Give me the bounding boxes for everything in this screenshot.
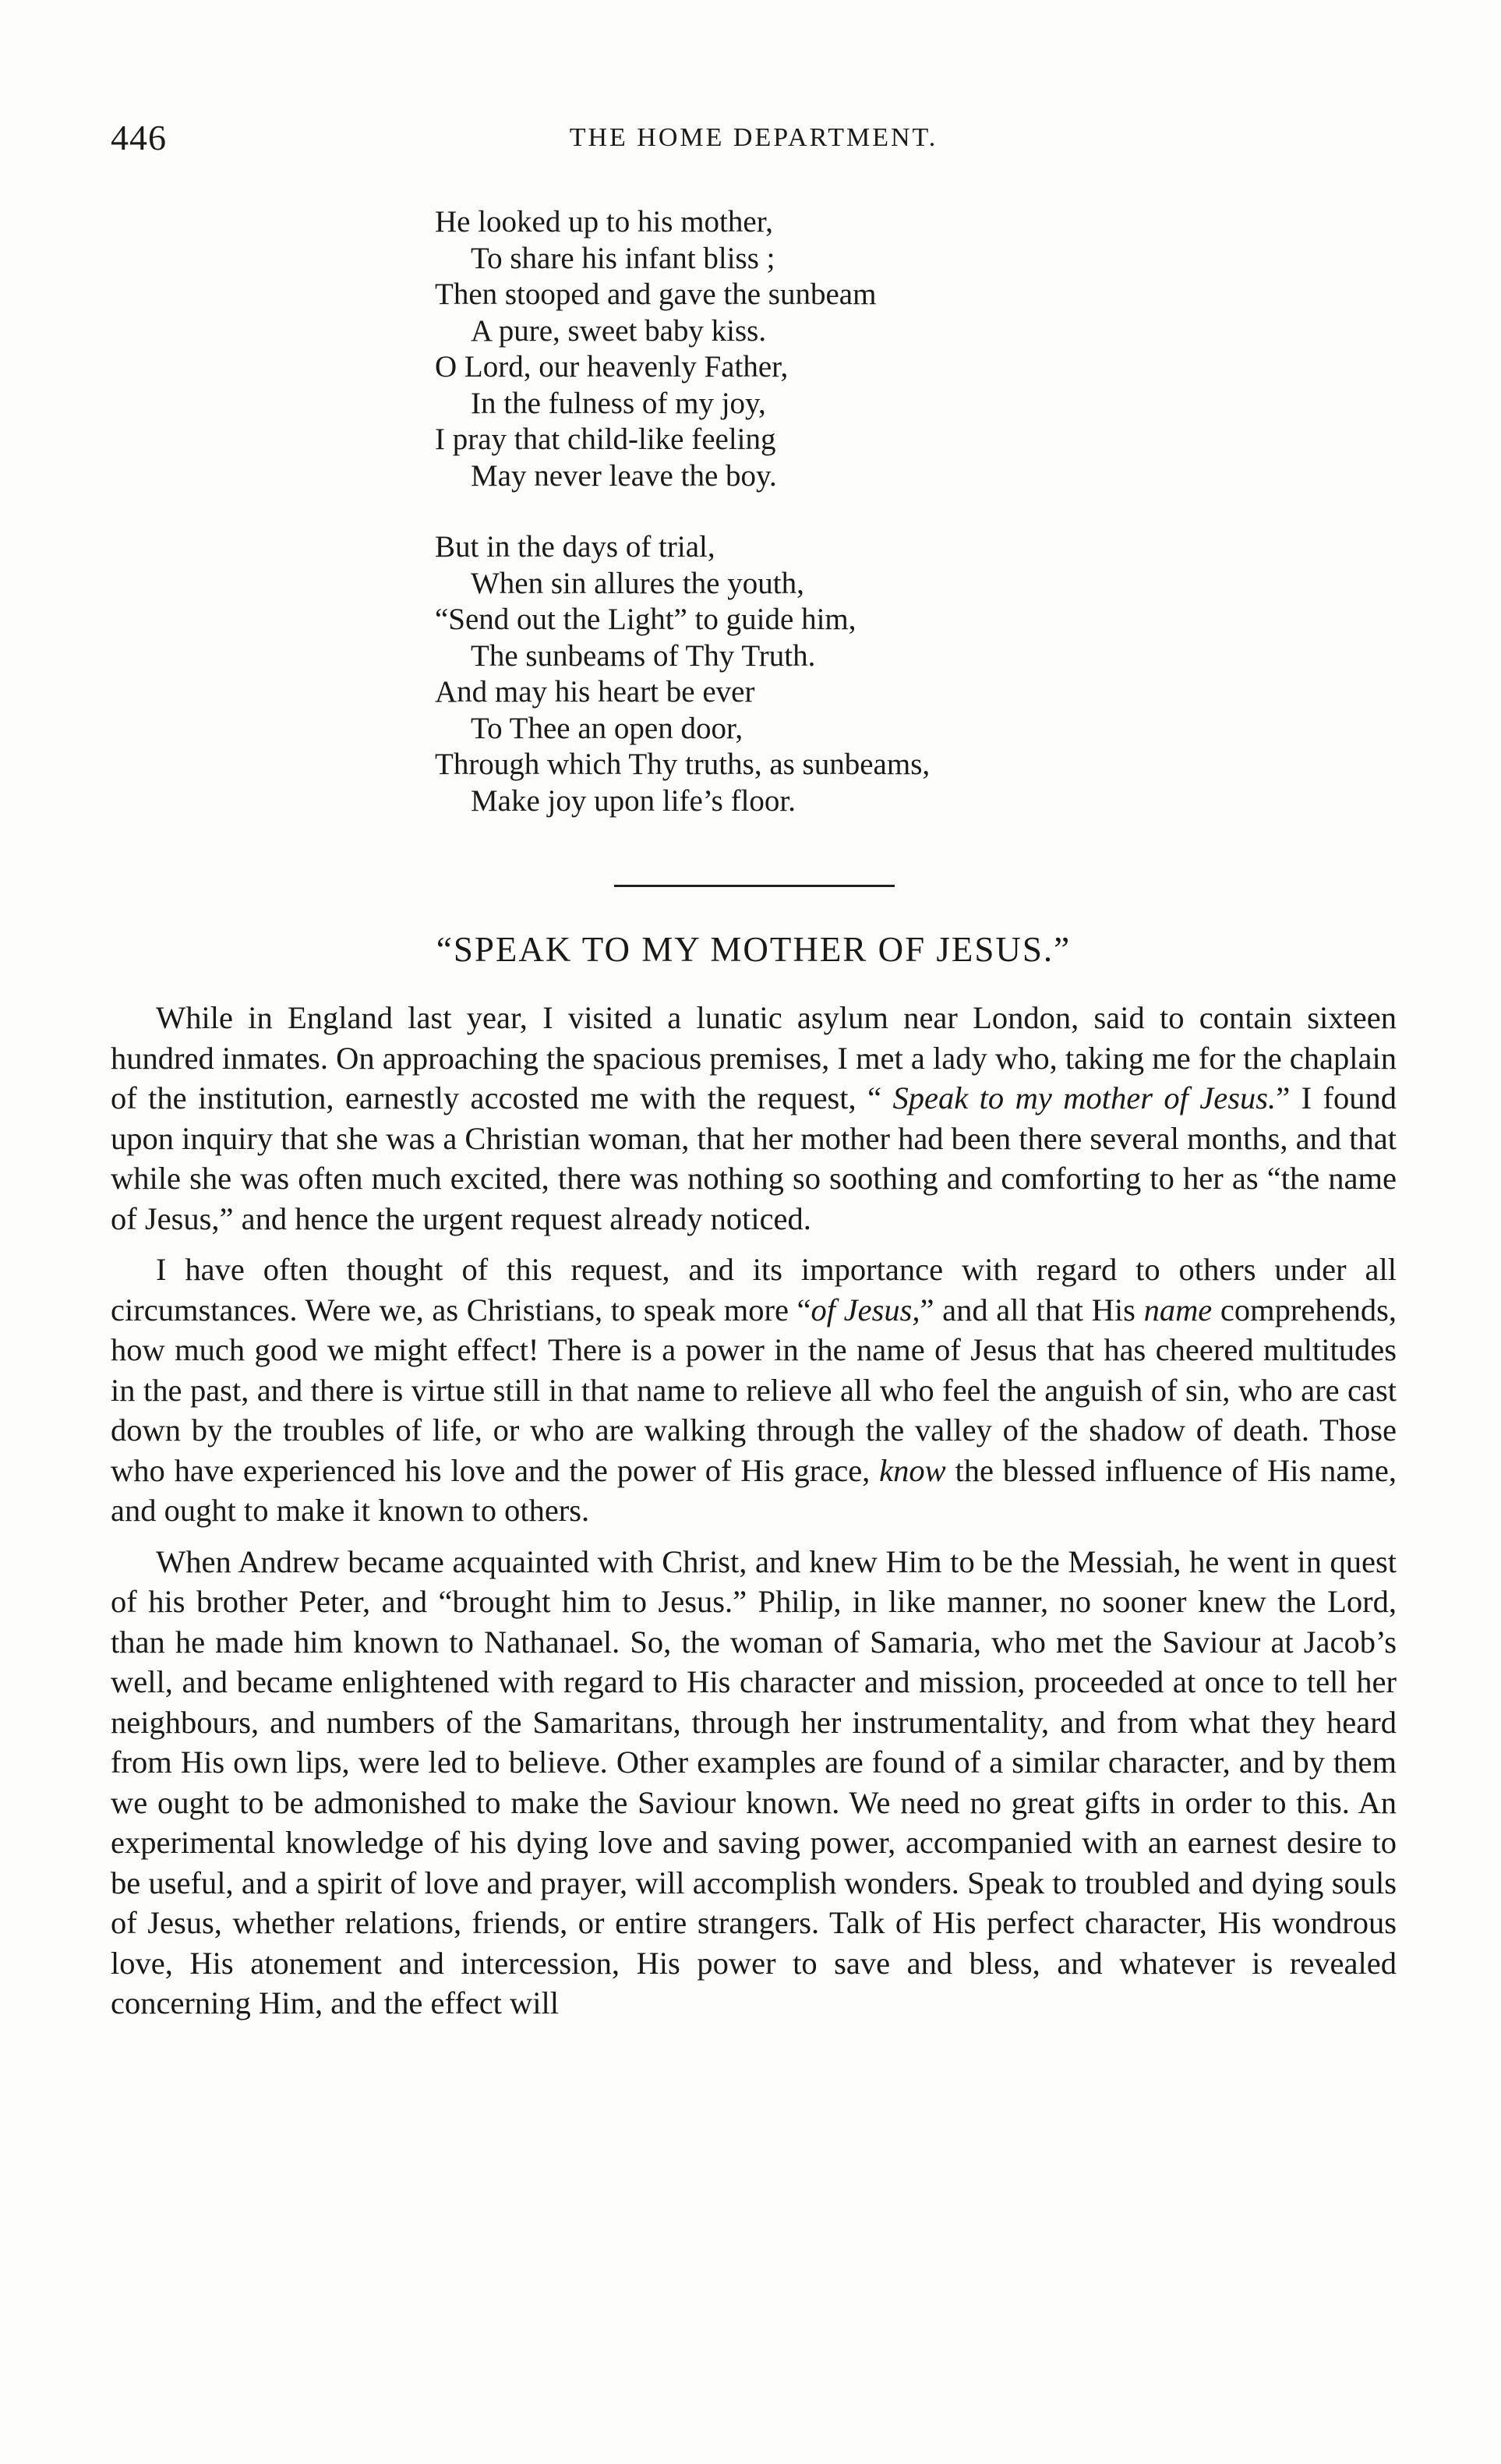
italic-text: of Jesus, [811, 1292, 920, 1327]
poem [435, 204, 1136, 819]
poem-line: Make joy upon life’s floor. [471, 783, 796, 818]
text-run: comprehends, how much good we might effect! There is a power in the name of Jesus that has cheered multitudes in the past, and there is virtue still in that name to relieve all who feel the anguish of sin, who are cast down by the troubles of life, or who are walking through the valley of the shadow of death. Those who have experienced his love and the power of His grace, [111, 1292, 1397, 1488]
poem-stanza [435, 204, 1136, 494]
poem-line: May never leave the boy. [471, 458, 777, 493]
text-run: ” and all that His [920, 1292, 1144, 1327]
poem-line: To share his infant bliss ; [471, 241, 775, 275]
paragraph [111, 998, 1397, 1239]
poem-line: In the fulness of my joy, [471, 386, 766, 420]
text-run: ” I found upon inquiry that she was a Christian woman, that her mother had been there several months, and that while she was often much excited, there was nothing so soothing and comforting to her as “the name of Jesus,” and hence the urgent request already noticed. [111, 1080, 1397, 1236]
running-head: THE HOME DEPARTMENT. [569, 123, 938, 152]
poem-line: But in the days of trial, [435, 530, 715, 564]
italic-text: name [1143, 1292, 1213, 1327]
poem-line: A pure, sweet baby kiss. [471, 313, 767, 348]
italic-text: know [879, 1452, 946, 1488]
poem-line: And may his heart be ever [435, 675, 755, 709]
poem-line: He looked up to his mother, [435, 205, 773, 239]
poem-line: “Send out the Light” to guide him, [435, 603, 856, 636]
poem-line: The sunbeams of Thy Truth. [471, 638, 816, 673]
page-header [111, 117, 1397, 164]
text-run: I have often thought of this request, and its importance with regard to others under all circumstances. Were we, as Christians, to speak more “ [111, 1252, 1397, 1327]
paragraph [111, 1250, 1397, 1531]
paragraph [111, 1542, 1397, 2024]
poem-line: When sin allures the youth, [471, 566, 804, 600]
poem-line: Then stooped and gave the sunbeam [435, 278, 877, 311]
poem-stanza [435, 529, 1136, 819]
text-run: the blessed influence of His name, and ought to make it known to others. [111, 1452, 1397, 1528]
poem-line: To Thee an open door, [471, 711, 743, 745]
article-title: “SPEAK TO MY MOTHER OF JESUS.” [436, 930, 1072, 969]
text-run: When Andrew became acquainted with Christ, and knew Him to be the Messiah, he went in quest of his brother Peter, and “brought him to Jesus.” Philip, in like manner, no sooner knew the Lord, than he made him known to Nathanael. So, the woman of Samaria, who met the Saviour at Jacob’s well, and became enlightened with regard to His character and mission, proceeded at once to tell her neighbours, and numbers of the Samaritans, through her instrumentality, and from what they heard from His own lips, were led to believe. Other examples are found of a similar character, and by them we ought to be admonished to make the Saviour known. We need no great gifts in order to this. An experimental knowledge of his dying love and saving power, accompanied with an earnest desire to be useful, and a spirit of love and prayer, will accomplish wonders. Speak to troubled and dying souls of Jesus, whether relations, friends, or entire strangers. Talk of His perfect character, His wondrous love, His atonement and intercession, His power to save and bless, and whatever is revealed concerning Him, and the effect will [111, 1543, 1397, 2020]
poem-line: O Lord, our heavenly Father, [435, 350, 789, 384]
poem-line: I pray that child-like feeling [435, 422, 776, 456]
italic-text: Speak to my mother of Jesus. [892, 1080, 1277, 1115]
text-run: While in England last year, I visited a lunatic asylum near London, said to contain sixteen hundred inmates. On approaching the spacious premises, I met a lady who, taking me for the chaplain of the institution, earnestly accosted me with the request, “ [111, 1000, 1397, 1115]
article-body [111, 998, 1397, 2024]
poem-line: Through which Thy truths, as sunbeams, [435, 748, 931, 781]
section-divider [614, 885, 895, 887]
page-number: 446 [111, 118, 167, 157]
